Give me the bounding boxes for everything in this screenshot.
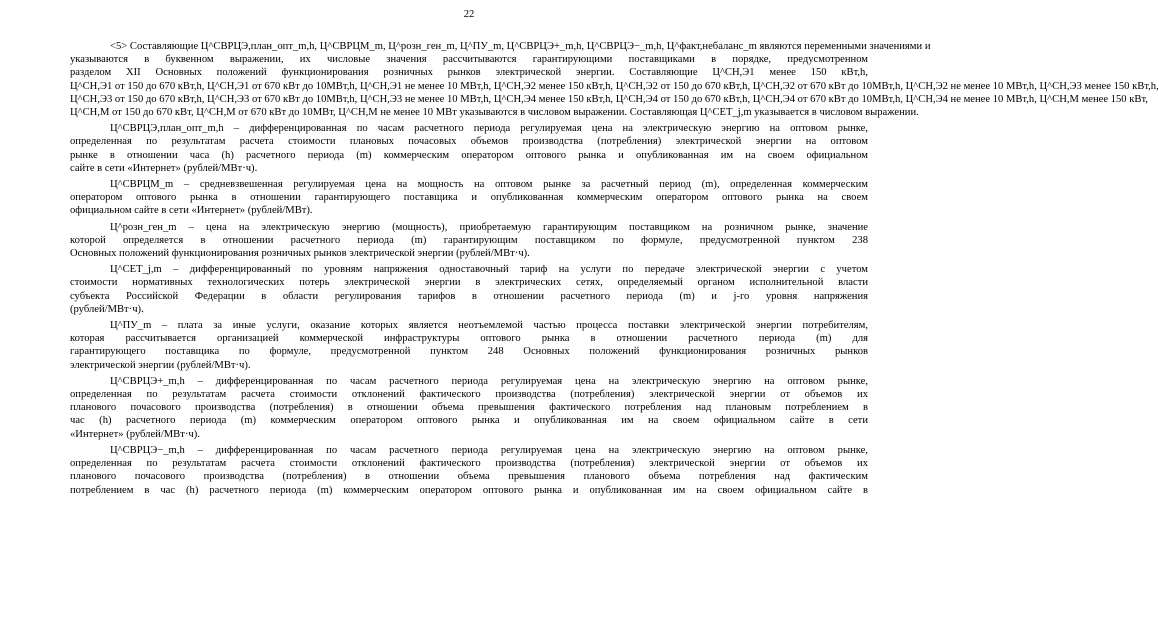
text-line: планового почасового производства (потребления) в отношении объема превышения планового объема потребления над фактическим: [70, 471, 868, 483]
text-body: [70, 40, 1159, 497]
text-line: определенная по результатам расчета стоимости отклонений фактического производства (потребления) электрической энергии от объемов их: [70, 389, 868, 401]
text-line: Ц^СН,Э1 от 150 до 670 кВт,h, Ц^СН,Э1 от 670 кВт до 10МВт,h, Ц^СН,Э1 не менее 10 МВт,h, Ц^СН,Э2 менее 150 кВт,h, Ц^СН,Э2 от 150 до 670 кВт,h, Ц^СН,Э2 от 670 кВт до 10МВт,h, Ц^СН,Э2 не менее 10 МВт,h, Ц^СН,Э3 менее 150 кВт,h,: [70, 80, 1159, 92]
text-line: (рублей/МВт·ч).: [70, 303, 144, 315]
text-line: электрической энергии (рублей/МВт·ч).: [70, 359, 251, 371]
text-line: определенная по результатам расчета стоимости плановых почасовых объемов производства (потребления) электрической энергии на оптовом: [70, 136, 868, 148]
text-line: Ц^СН,Э3 от 150 до 670 кВт,h, Ц^СН,Э3 от 670 кВт до 10МВт,h, Ц^СН,Э3 не менее 10 МВт,h, Ц^СН,Э4 менее 150 кВт,h, Ц^СН,Э4 от 150 до 670 кВт,h, Ц^СН,Э4 от 670 кВт до 10МВт,h, Ц^СН,Э4 не менее 10 МВт,h, Ц^СН,М менее 150 кВт,: [70, 93, 1148, 105]
text-line: потреблением в час (h) расчетного периода (m) коммерческим оператором оптового рынка и опубликованная им на своем официальном сайте в: [70, 484, 868, 496]
text-line: Ц^СВРЦЭ+_m,h – дифференцированная по часам расчетного периода регулируемая цена на электрическую энергию на оптовом рынке,: [110, 375, 868, 387]
text-line: час (h) расчетного периода (m) коммерческим оператором оптового рынка и опубликованная им на своем официальном сайте в сети: [70, 415, 868, 427]
text-line: «Интернет» (рублей/МВт·ч).: [70, 428, 200, 440]
text-line: Ц^СВРЦЭ,план_опт_m,h – дифференцированная по часам расчетного периода регулируемая цена на электрическую энергию на оптовом рынке,: [110, 123, 868, 135]
text-line: стоимости нормативных технологических потерь электрической энергии в электрических сетях, определяемый органом исполнительной власти: [70, 277, 868, 289]
text-line: указываются в буквенном выражении, их числовые значения рассчитываются гарантирующими поставщиками в порядке, предусмотренном: [70, 54, 868, 66]
text-line: гарантирующего поставщика по формуле, предусмотренной пунктом 248 Основных положений функционирования розничных рынков: [70, 346, 868, 358]
text-line: <5> Составляющие Ц^СВРЦЭ,план_опт_m,h, Ц^СВРЦМ_m, Ц^розн_ген_m, Ц^ПУ_m, Ц^СВРЦЭ+_m,h, Ц^СВРЦЭ−_m,h, Ц^факт,небаланс_m являются переменными значениями и: [110, 41, 931, 52]
text-line: Ц^СЕТ_j,m – дифференцированный по уровням напряжения одноставочный тариф на услуги по передаче электрической энергии с учетом: [110, 264, 868, 276]
text-line: разделом XII Основных положений функционирования розничных рынков электрической энергии. Составляющие Ц^СН,Э1 менее 150 кВт,h,: [70, 67, 868, 79]
text-line: Ц^СВРЦЭ−_m,h – дифференцированная по часам расчетного периода регулируемая цена на электрическую энергию на оптовом рынке,: [110, 444, 868, 456]
text-line: планового почасового производства (потребления) в отношении объема превышения фактического потребления над плановым потреблением в: [70, 402, 868, 414]
text-line: Основных положений функционирования розничных рынков электрической энергии (рублей/МВт·ч).: [70, 248, 530, 260]
text-line: которой определяется в отношении расчетного периода (m) гарантирующим поставщиком по формуле, предусмотренной пунктом 238: [70, 234, 868, 246]
text-line: Ц^ПУ_m – плата за иные услуги, оказание которых является неотъемлемой частью процесса поставки электрической энергии потребителям,: [110, 320, 868, 332]
text-line: определенная по результатам расчета стоимости отклонений фактического производства (потребления) электрической энергии от объемов их: [70, 458, 868, 470]
text-line: Ц^розн_ген_m – цена на электрическую энергию (мощность), приобретаемую гарантирующим поставщиком на розничном рынке, значение: [110, 221, 868, 233]
text-line: субъекта Российской Федерации в области регулирования тарифов в отношении расчетного периода (m) и j-го уровня напряжения: [70, 290, 868, 302]
text-line: официальном сайте в сети «Интернет» (рублей/МВт).: [70, 205, 313, 217]
text-line: Ц^СВРЦМ_m – средневзвешенная регулируемая цена на мощность на оптовом рынке за расчетный период (m), определенная коммерческим: [110, 179, 868, 191]
text-line: сайте в сети «Интернет» (рублей/МВт·ч).: [70, 162, 258, 174]
text-line: оператором оптового рынка в отношении гарантирующего поставщика и опубликованная коммерческим оператором оптового рынка на своем: [70, 192, 868, 204]
text-line: рынке в отношении часа (h) расчетного периода (m) коммерческим оператором оптового рынка и опубликованная им на своем официальном: [70, 149, 868, 161]
text-line: которая рассчитывается организацией коммерческой инфраструктуры оптового рынка в отношении расчетного периода (m) для: [70, 333, 868, 345]
page-number: 22: [463, 9, 475, 20]
text-line: Ц^СН,М от 150 до 670 кВт, Ц^СН,М от 670 кВт до 10МВт, Ц^СН,М не менее 10 МВт указываются в числовом выражении. Составляющая Ц^СЕТ_j,m указывается в числовом выражении.: [70, 107, 919, 119]
